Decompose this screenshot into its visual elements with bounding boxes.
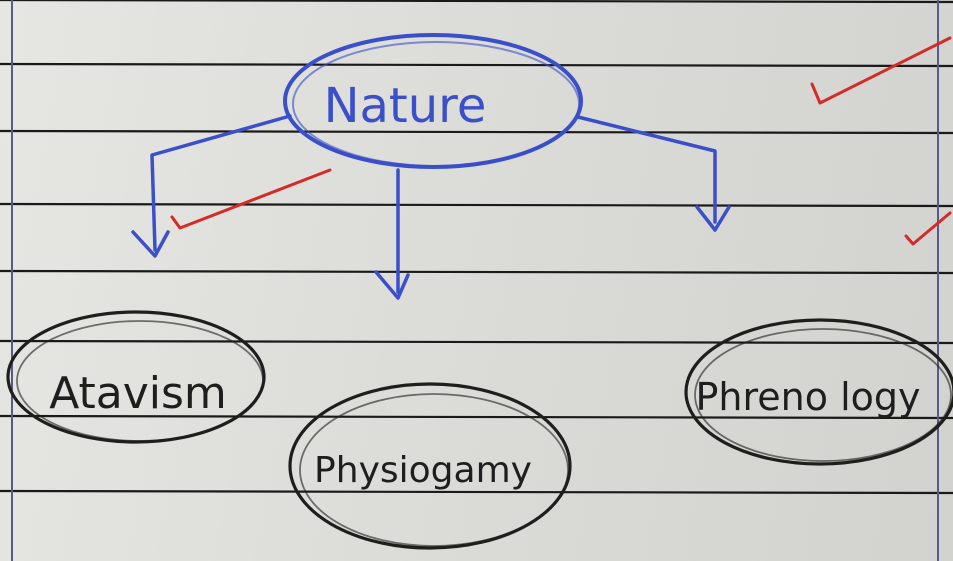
child-node-atavism <box>8 312 264 442</box>
connector-left <box>152 116 290 250</box>
child-node-label: Atavism <box>49 368 227 419</box>
child-node-label: Phreno logy <box>695 375 921 419</box>
arrowhead-center <box>376 272 408 298</box>
child-node-physiogamy <box>290 384 570 548</box>
child-node-label: Physiogamy <box>314 450 532 491</box>
root-node-label: Nature <box>323 78 487 134</box>
checkmark-icon <box>812 38 950 103</box>
arrowhead-right <box>697 207 729 230</box>
arrowhead-left <box>133 232 168 256</box>
root-node <box>285 35 581 167</box>
checkmark-icon <box>906 213 950 244</box>
checkmark-icon <box>172 170 330 228</box>
child-node-phrenology <box>686 320 953 464</box>
